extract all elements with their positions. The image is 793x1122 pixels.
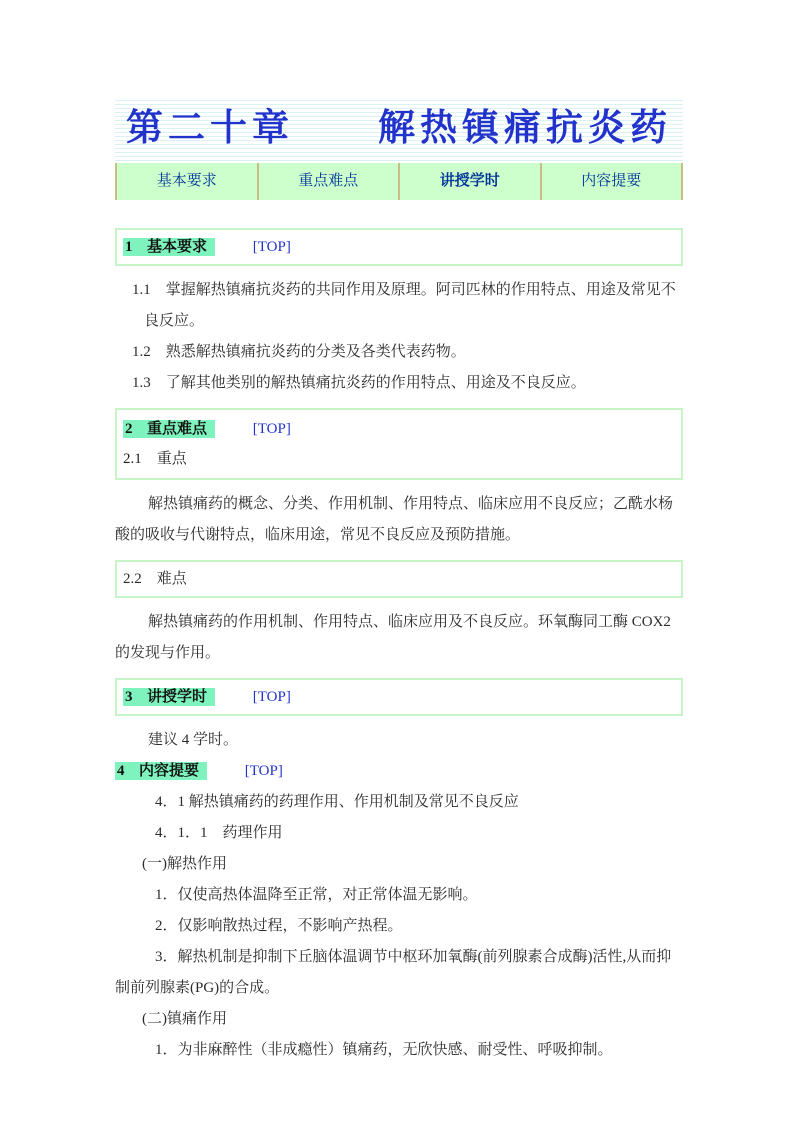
- section-2-title: 重点难点: [147, 421, 208, 437]
- section-2-header-line: [123, 414, 675, 444]
- chapter-title-banner: [115, 97, 683, 161]
- subsection-2-2-heading: 2.2 难点: [123, 571, 187, 587]
- section-3-header-line: [123, 684, 675, 710]
- nav-item-key-difficult-points[interactable]: 重点难点: [259, 163, 401, 200]
- section-4-heading: [115, 762, 207, 780]
- nav-item-basic-requirements[interactable]: 基本要求: [117, 163, 259, 200]
- section-1-title: 基本要求: [147, 239, 208, 255]
- section-1-number: 1: [125, 239, 133, 255]
- section-4-number: 4: [117, 763, 125, 779]
- line-antipyretic-action: (一)解热作用: [142, 856, 227, 872]
- section-3-heading: [123, 688, 215, 706]
- section-4-title: 内容提要: [139, 763, 200, 779]
- section-2-number: 2: [125, 421, 133, 437]
- line-antipyretic-point-2: 2．仅影响散热过程，不影响产热程。: [155, 918, 403, 934]
- section-4-top-link[interactable]: [TOP]: [244, 763, 283, 779]
- section-3-body: [115, 725, 683, 756]
- document-body: [115, 97, 683, 1066]
- section-3-number: 3: [125, 689, 133, 705]
- section-4-header-line: [115, 756, 683, 787]
- section-3-title: 讲授学时: [147, 689, 208, 705]
- section-2-header-box: [115, 408, 683, 480]
- section-3-top-link[interactable]: [TOP]: [252, 689, 291, 705]
- chapter-title: 第二十章 解热镇痛抗炎药: [126, 108, 672, 149]
- paragraph-key-points: 解热镇痛药的概念、分类、作用机制、作用特点、临床应用不良反应；乙酰水杨酸的吸收与代谢特点，临床用途，常见不良反应及预防措施。: [115, 496, 674, 543]
- section-1-body: [115, 275, 683, 399]
- line-4-1-1: 4．1．1 药理作用: [155, 825, 283, 841]
- section-2-2-body: [115, 607, 683, 669]
- item-1-2: 1.2 熟悉解热镇痛抗炎药的分类及各类代表药物。: [132, 344, 466, 360]
- paragraph-difficult-points: 解热镇痛药的作用机制、作用特点、临床应用及不良反应。环氧酶同工酶 COX2 的发现与作用。: [115, 614, 671, 661]
- line-antipyretic-point-1: 1．仅使高热体温降至正常，对正常体温无影响。: [155, 887, 478, 903]
- section-2-top-link[interactable]: [TOP]: [252, 421, 291, 437]
- item-1-1: 1.1 掌握解热镇痛抗炎药的共同作用及原理。阿司匹林的作用特点、用途及常见不良反应。: [132, 282, 676, 329]
- line-analgesic-action: (二)镇痛作用: [142, 1011, 227, 1027]
- line-antipyretic-point-3: 3．解热机制是抑制下丘脑体温调节中枢环加氧酶(前列腺素合成酶)活性,从而抑制前列腺素(PG)的合成。: [115, 949, 672, 996]
- chapter-nav: [115, 163, 683, 200]
- section-1-header-box: [115, 228, 683, 266]
- section-1-top-link[interactable]: [TOP]: [252, 239, 291, 255]
- section-2-heading: [123, 420, 215, 438]
- item-1-3: 1.3 了解其他类别的解热镇痛抗炎药的作用特点、用途及不良反应。: [132, 375, 586, 391]
- nav-item-teaching-hours[interactable]: 讲授学时: [400, 163, 542, 200]
- line-analgesic-point-1: 1．为非麻醉性（非成瘾性）镇痛药，无欣快感、耐受性、呼吸抑制。: [155, 1042, 613, 1058]
- paragraph-suggested-hours: 建议 4 学时。: [148, 732, 239, 748]
- section-1-heading: [123, 238, 215, 256]
- section-1-header-line: [123, 234, 675, 260]
- line-4-1: 4．1 解热镇痛药的药理作用、作用机制及常见不良反应: [155, 794, 519, 810]
- subsection-2-2-header-box: [115, 560, 683, 598]
- section-3-header-box: [115, 678, 683, 716]
- section-2-1-body: [115, 489, 683, 551]
- section-4-body: [115, 787, 683, 1066]
- nav-item-content-summary[interactable]: 内容提要: [542, 163, 684, 200]
- subsection-2-1-heading: 2.1 重点: [123, 451, 187, 467]
